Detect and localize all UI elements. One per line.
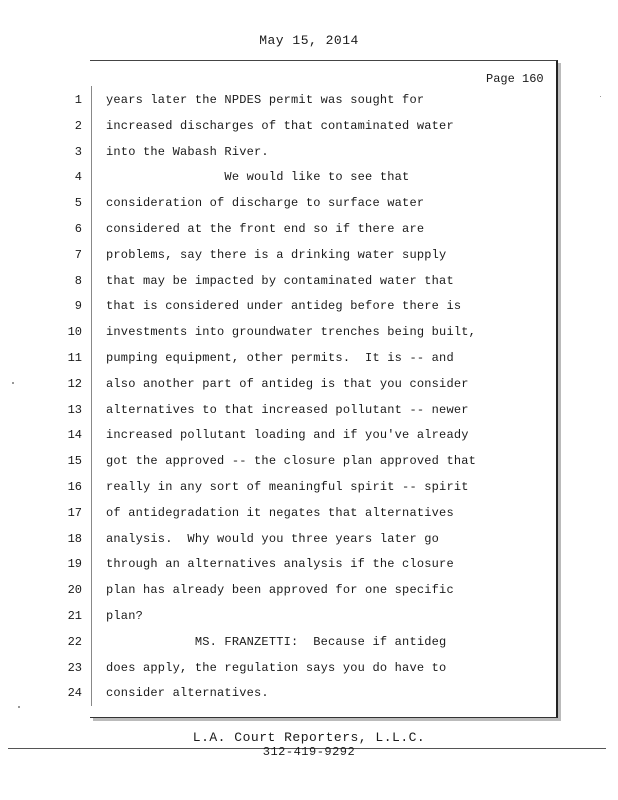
page-number: Page 160	[486, 72, 544, 86]
transcript-line: problems, say there is a drinking water supply	[106, 248, 447, 262]
line-number: 2	[74, 119, 82, 133]
transcript-line: that may be impacted by contaminated water that	[106, 274, 454, 288]
transcript-line: consider alternatives.	[106, 686, 269, 700]
footer-company: L.A. Court Reporters, L.L.C.	[192, 730, 426, 745]
line-number: 4	[74, 170, 82, 184]
line-number: 6	[74, 222, 82, 236]
line-number: 13	[67, 403, 82, 417]
line-number: 21	[67, 609, 82, 623]
transcript-line: that is considered under antideg before there is	[106, 299, 462, 313]
header-date: May 15, 2014	[259, 33, 359, 48]
line-number: 5	[74, 196, 82, 210]
transcript-line: does apply, the regulation says you do have to	[106, 661, 447, 675]
scan-speck	[18, 706, 20, 708]
line-number: 9	[74, 299, 82, 313]
transcript-line: We would like to see that	[106, 170, 410, 184]
line-number: 18	[67, 532, 82, 546]
margin-rule	[91, 86, 92, 706]
scan-speck	[600, 96, 601, 97]
transcript-line: really in any sort of meaningful spirit -- spirit	[106, 480, 469, 494]
line-number: 1	[74, 93, 82, 107]
transcript-line: increased pollutant loading and if you've already	[106, 428, 469, 442]
transcript-line: of antidegradation it negates that alternatives	[106, 506, 454, 520]
line-number: 3	[74, 145, 82, 159]
transcript-line: MS. FRANZETTI: Because if antideg	[106, 635, 447, 649]
line-number: 23	[67, 661, 82, 675]
transcript-line: through an alternatives analysis if the closure	[106, 557, 454, 571]
line-number: 10	[67, 325, 82, 339]
line-number: 22	[67, 635, 82, 649]
transcript-line: years later the NPDES permit was sought for	[106, 93, 425, 107]
line-number: 24	[67, 686, 82, 700]
line-number: 20	[67, 583, 82, 597]
transcript-line: analysis. Why would you three years later go	[106, 532, 440, 546]
line-number: 8	[74, 274, 82, 288]
line-number: 12	[67, 377, 82, 391]
transcript-line: plan has already been approved for one specific	[106, 583, 454, 597]
line-number: 7	[74, 248, 82, 262]
transcript-line: got the approved -- the closure plan approved that	[106, 454, 477, 468]
footer-phone: 312-419-9292	[262, 745, 356, 759]
line-number: 17	[67, 506, 82, 520]
transcript-line: into the Wabash River.	[106, 145, 269, 159]
transcript-line: also another part of antideg is that you consider	[106, 377, 469, 391]
scan-speck	[12, 382, 14, 384]
transcript-line: alternatives to that increased pollutant -- newer	[106, 403, 469, 417]
line-number: 15	[67, 454, 82, 468]
line-number: 11	[67, 351, 82, 365]
line-number: 19	[67, 557, 82, 571]
transcript-line: considered at the front end so if there are	[106, 222, 425, 236]
transcript-line: plan?	[106, 609, 144, 623]
transcript-line: increased discharges of that contaminated water	[106, 119, 454, 133]
transcript-line: investments into groundwater trenches being built,	[106, 325, 477, 339]
line-number: 16	[67, 480, 82, 494]
transcript-line: pumping equipment, other permits. It is -- and	[106, 351, 454, 365]
line-number: 14	[67, 428, 82, 442]
transcript-line: consideration of discharge to surface water	[106, 196, 425, 210]
